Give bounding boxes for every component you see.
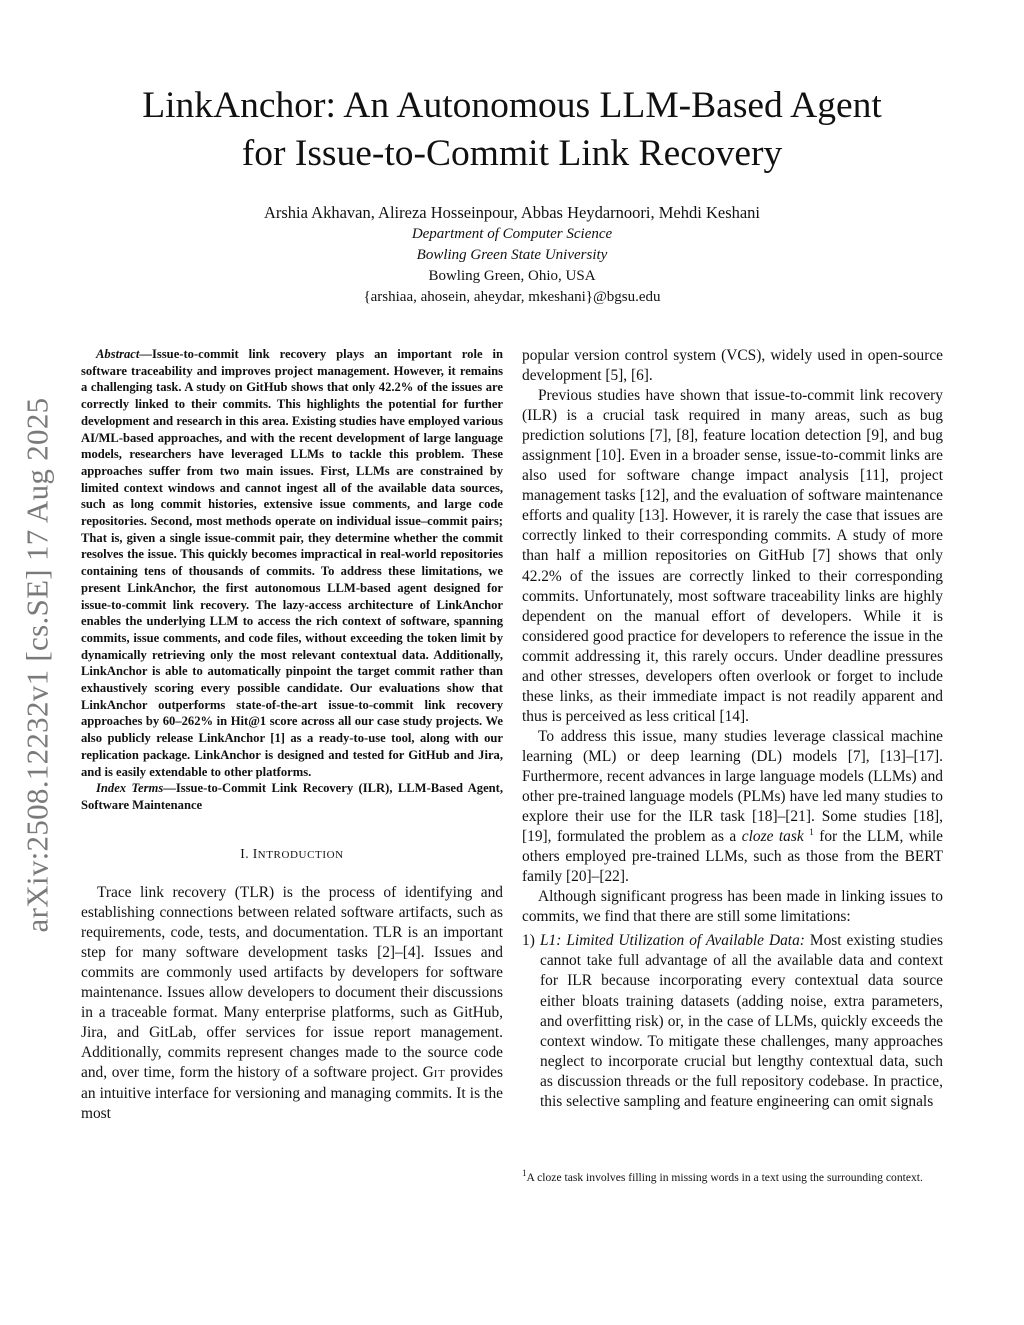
- abstract-label: Abstract: [96, 347, 140, 361]
- list-item-text: Most existing studies cannot take full advantage of all the available data and context for ILR because incorporating every contextual data source either bloats training datasets (adding noise, extra parameters, and overfitting risk) or, in the case of LLMs, quickly exceeds the context window. To mitigate these challenges, many approaches neglect to incorporate crucial but lengthy contextual data, such as discussion threads or the full repository codebase. In practice, this selective sampling and feature engineering can omit signals: [540, 932, 943, 1110]
- arxiv-id-text: arXiv:2508.12232v1 [cs.SE] 17 Aug 2025: [19, 397, 55, 933]
- title-line-1: LinkAnchor: An Autonomous LLM-Based Agent: [142, 85, 882, 126]
- git-initial: G: [422, 1064, 434, 1082]
- right-para3-text-b: for the LLM, while others employed pre-trained LLMs, such as those from the BERT family [20]–[22].: [522, 828, 944, 886]
- paper-title: [80, 82, 944, 178]
- affiliation-location: Bowling Green, Ohio, USA: [428, 268, 596, 284]
- index-terms-text: —Issue-to-Commit Link Recovery (ILR), LLM-Based Agent, Software Maintenance: [81, 781, 504, 812]
- list-item-label: L1: Limited Utilization of Available Data:: [540, 932, 805, 950]
- left-column: [81, 346, 503, 1124]
- right-paragraph-1: popular version control system (VCS), widely used in open-source development [5], [6].: [522, 347, 943, 385]
- right-paragraph-3: [522, 727, 943, 887]
- cloze-task-term: cloze task: [741, 828, 804, 846]
- footnote: [522, 1170, 943, 1186]
- footnote-number: 1: [522, 1168, 527, 1179]
- right-para3-text-a: To address this issue, many studies leverage classical machine learning (ML) or deep learning (DL) models [7], [13]–[17]. Furthermore, recent advances in large language models (LLMs) and other pre-trained language models (PLMs) have led many studies to explore their use for the ILR task [18]–[21]. Some studies [18], [19], formulated the problem as a: [522, 727, 943, 846]
- section-heading-introduction: [81, 844, 503, 865]
- right-paragraph-4: Although significant progress has been made in linking issues to commits, we find that there are still some limitations:: [522, 888, 943, 926]
- intro-para1-text-b: provides an intuitive interface for versioning and managing commits. It is the most: [81, 1064, 503, 1123]
- arxiv-identifier-stamp: [12, 370, 62, 960]
- title-line-2: for Issue-to-Commit Link Recovery: [241, 133, 783, 174]
- intro-para1-text-a: Trace link recovery (TLR) is the process of identifying and establishing connections between related software artifacts, such as requirements, code, tests, and documentation. TLR is an important step for many software development tasks [2]–[4]. Issues and commits are commonly used artifacts by developers for software maintenance. Issues allow developers to document their discussions in a traceable format. Many enterprise platforms, such as GitHub, Jira, and GitLab, offer services for issue report management. Additionally, commits represent changes made to the source code and, over time, form the history of a software project.: [81, 883, 503, 1082]
- abstract-text: —Issue-to-commit link recovery plays an important role in software traceability and improves project management. However, it remains a challenging task. A study on GitHub shows that only 42.2% of the issues are correctly linked to their commits. This highlights the potential for further development and research in this area. Existing studies have employed various AI/ML-based approaches, and with the recent development of large language models, researchers have leveraged LLMs to tackle this problem. These approaches suffer from two main issues. First, LLMs are constrained by limited context windows and cannot ingest all of the available data sources, such as long commit histories, extensive issue comments, and large code repositories. Second, most methods operate on individual issue–commit pairs; That is, given a single issue-commit pair, they determine whether the commit resolves the issue. This quickly becomes impractical in real-world repositories containing tens of thousands of commits. To address these limitations, we present LinkAnchor, the first autonomous LLM-based agent designed for issue-to-commit link recovery. The lazy-access architecture of LinkAnchor enables the underlying LLM to access the rich context of software, spanning commits, issue comments, and code files, without exceeding the token limit by dynamically retrieving only the most relevant contextual data. Additionally, LinkAnchor is able to automatically pinpoint the target commit rather than exhaustively scoring every possible candidate. Our evaluations show that LinkAnchor outperforms state-of-the-art issue-to-commit link recovery approaches by 60–262% in Hit@1 score across all our case study projects. We also publicly release LinkAnchor [1] as a ready-to-use tool, along with our replication package. LinkAnchor is designed and tested for GitHub and Jira, and is easily extendable to other platforms.: [81, 347, 503, 779]
- footnote-text: A cloze task involves filling in missing words in a text using the surrounding context.: [526, 1171, 923, 1184]
- section-number: I.: [240, 845, 249, 861]
- index-terms-label: Index Terms: [96, 781, 164, 796]
- list-item-number: 1): [522, 932, 535, 950]
- affiliation-department: Department of Computer Science: [411, 226, 613, 242]
- index-terms: [81, 780, 503, 813]
- list-item-body: [540, 931, 943, 1111]
- author-names: Arshia Akhavan, Alireza Hosseinpour, Abbas Heydarnoori, Mehdi Keshani: [263, 203, 761, 222]
- section-title-initial: I: [252, 845, 258, 861]
- section-title-rest: NTRODUCTION: [257, 848, 344, 861]
- limitation-list-item: [522, 931, 943, 1111]
- right-column: [522, 346, 943, 1112]
- author-emails: {arshiaa, ahosein, aheydar, mkeshani}@bgsu.edu: [363, 289, 661, 305]
- intro-paragraph-1: [81, 883, 503, 1125]
- footnote-marker[interactable]: 1: [809, 827, 814, 837]
- affiliation-university: Bowling Green State University: [416, 247, 608, 263]
- git-rest: IT: [433, 1068, 446, 1081]
- abstract: [81, 346, 503, 780]
- right-paragraph-2: Previous studies have shown that issue-to-commit link recovery (ILR) is a crucial task required in many areas, such as bug prediction solutions [7], [8], feature location detection [9], and bug assignment [10]. Even in a broader sense, issue-to-commit links are also used for software change impact analysis [11], project management tasks [12], and the evaluation of software maintenance efforts and quality [13]. However, it is rarely the case that issues are correctly linked to their corresponding commits. A study of more than half a million repositories on GitHub [7] shows that only 42.2% of the issues are correctly linked to their corresponding commits. Unfortunately, most software traceability links are highly dependent on the manual effort of developers. While it is considered good practice for developers to reference the issue in the commit addressing it, this rarely occurs. Under deadline pressures and other stresses, developers often overlook or forget to include these links, as their immediate impact is not readily apparent and thus is perceived as less critical [14].: [522, 387, 943, 725]
- author-block: [180, 202, 844, 308]
